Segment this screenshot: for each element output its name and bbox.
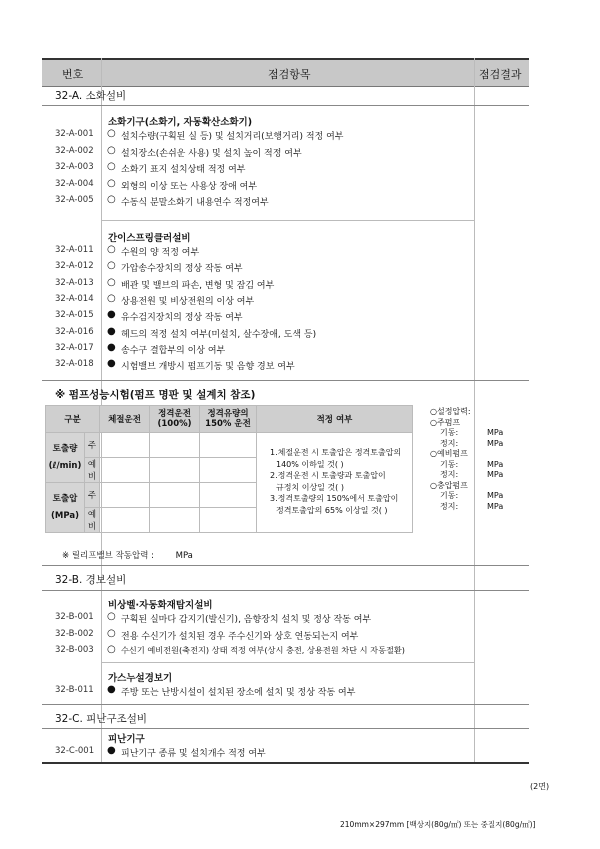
item-text: 소화기 표지 설치상태 적정 여부 [121,165,246,175]
item-text: 구획된 실마다 감지기(발신기), 음향장치 설치 및 정상 작동 여부 [121,615,372,625]
item-mark: ○ [107,194,116,205]
group-divider [101,662,474,663]
item-text: 주방 또는 난방시설이 설치된 장소에 설치 및 정상 작동 여부 [121,688,356,698]
header-item: 점검항목 [268,68,311,81]
group-title-evacuation: 피난기구 [108,734,145,745]
item-text: 설치수량(구획된 실 등) 및 설치거리(보행거리) 적정 여부 [121,132,344,142]
item-mark: ● [107,325,116,337]
pump-settings: ○설정압력: ○주펌프 기동: MPa 정지: MPa ○예비펌프 기동: MPa 정지: MPa ○충압펌프 기동: MPa 정지: MPa [430,407,504,511]
item-code: 32-A-017 [55,342,94,353]
item-code: 32-A-014 [55,293,94,304]
section-title-b: 32-B. 경보설비 [55,574,127,586]
cell[interactable] [150,433,200,458]
relief-valve-pressure: ※ 릴리프밸브 작동압력 : MPa [62,551,193,561]
item-code: 32-A-001 [55,129,94,139]
item-code: 32-A-018 [55,359,94,370]
item-code: 32-B-003 [55,645,94,655]
flow-label: 토출량 (ℓ/min) [46,433,85,483]
group-title-sprinkler: 간이스프링클러설비 [108,233,191,244]
section-divider [42,590,529,591]
item-text: 수동식 분말소화기 내용연수 적정여부 [121,198,269,208]
item-mark: ● [107,358,116,370]
section-divider [42,565,529,566]
cell[interactable] [200,433,257,458]
group-title-extinguisher: 소화기구(소화기, 자동확산소화기) [108,117,253,128]
header-result: 점검결과 [479,68,522,81]
item-text: 송수구 결합부의 이상 여부 [121,345,226,356]
cell[interactable] [200,458,257,483]
pump-test-title: ※ 펌프성능시험(펌프 명판 및 설계치 참조) [55,389,256,401]
pressure-main: 주 [85,483,100,508]
item-code: 32-A-015 [55,310,94,321]
cell[interactable] [100,483,150,508]
cell[interactable] [100,433,150,458]
flow-standby: 예비 [85,458,100,483]
item-text: 유수검지장치의 정상 작동 여부 [121,313,243,324]
item-mark: ○ [107,161,116,172]
item-code: 32-C-001 [55,746,95,756]
section-title-c: 32-C. 피난구조설비 [55,713,148,725]
col-division: 구분 [46,406,100,433]
table-bottom [42,762,529,764]
column-divider [474,58,475,762]
item-code: 32-A-005 [55,195,94,205]
header-no: 번호 [62,68,84,81]
section-divider [42,105,529,106]
pressure-standby: 예비 [85,508,100,533]
cell[interactable] [200,508,257,533]
col-adequacy: 적정 여부 [257,406,413,433]
item-code: 32-B-011 [55,685,94,695]
item-text: 피난기구 종류 및 설치개수 적정 여부 [121,749,266,759]
item-code: 32-A-016 [55,326,94,337]
cell[interactable] [100,458,150,483]
item-text: 시험밸브 개방시 펌프기동 및 음향 경보 여부 [121,362,295,373]
item-text: 전용 수신기가 설치된 경우 주수신기와 상호 연동되는지 여부 [121,631,359,642]
jockey-pump-label: ○충압펌프 [430,480,468,490]
item-mark: ○ [107,292,116,304]
item-code: 32-B-002 [55,628,94,639]
cell[interactable] [100,508,150,533]
col-rated: 정격운전 (100%) [150,406,200,433]
item-mark: ● [107,745,116,756]
cell[interactable] [150,483,200,508]
item-text: 설치장소(손쉬운 사용) 및 설치 높이 적정 여부 [121,148,302,159]
cell[interactable] [150,508,200,533]
set-pressure-label: ○설정압력: [430,407,471,416]
item-text: 가압송수장치의 정상 작동 여부 [121,264,243,275]
col-shutoff: 체절운전 [100,406,150,433]
item-code: 32-A-002 [55,145,94,156]
item-mark: ○ [107,128,116,139]
item-text: 외형의 이상 또는 사용상 장애 여부 [121,181,258,192]
item-mark: ○ [107,644,116,655]
item-text: 상용전원 및 비상전원의 이상 여부 [121,296,255,307]
section-divider [42,728,529,729]
table-header [42,58,529,87]
flow-main: 주 [85,433,100,458]
item-text: 배관 및 밸브의 파손, 변형 및 잠김 여부 [121,280,275,291]
item-mark: ○ [107,144,116,156]
section-divider [42,704,529,705]
item-code: 32-B-001 [55,612,94,622]
item-text: 헤드의 적정 설치 여부(미설치, 살수장애, 도색 등) [121,329,317,340]
item-text: 수원의 양 적정 여부 [121,248,200,258]
section-title-a: 32-A. 소화설비 [55,90,127,102]
item-code: 32-A-003 [55,162,94,172]
pump-notes: 1.체절운전 시 토출압은 정격토출압의 140% 이하일 것( ) 2.정격운전 시 토출량과 토출압이 규정치 이상일 것( ) 3.정격토출량의 150%에서 토출압이 정격토출압의 65% 이상일 것( ) [270,448,402,515]
item-code: 32-A-011 [55,245,94,255]
item-mark: ● [107,684,116,695]
item-mark: ○ [107,276,116,288]
item-mark: ○ [107,627,116,639]
item-text: 수신기 예비전원(축전지) 상태 적정 여부(상시 충전, 상용전원 차단 시 자동절환) [121,645,405,655]
item-code: 32-A-013 [55,277,94,288]
item-code: 32-A-012 [55,261,94,272]
item-mark: ○ [107,177,116,189]
item-mark: ○ [107,244,116,255]
pressure-label: 토출압 (MPa) [46,483,85,533]
group-divider [101,220,474,221]
paper-spec: 210mm×297mm [백상지(80g/㎡) 또는 중질지(80g/㎡)] [340,820,536,829]
cell[interactable] [200,483,257,508]
item-mark: ● [107,341,116,353]
main-pump-label: ○주펌프 [430,417,461,427]
item-code: 32-A-004 [55,178,94,189]
section-divider [42,380,529,381]
item-mark: ○ [107,611,116,622]
cell[interactable] [150,458,200,483]
group-title-alarm: 비상벨·자동화재탐지설비 [108,600,213,611]
page-number: (2면) [530,782,550,791]
group-title-gas: 가스누설경보기 [108,673,173,684]
item-mark: ● [107,309,116,321]
col-150: 정격유량의 150% 운전 [200,406,257,433]
item-mark: ○ [107,260,116,272]
standby-pump-label: ○예비펌프 [430,449,468,458]
